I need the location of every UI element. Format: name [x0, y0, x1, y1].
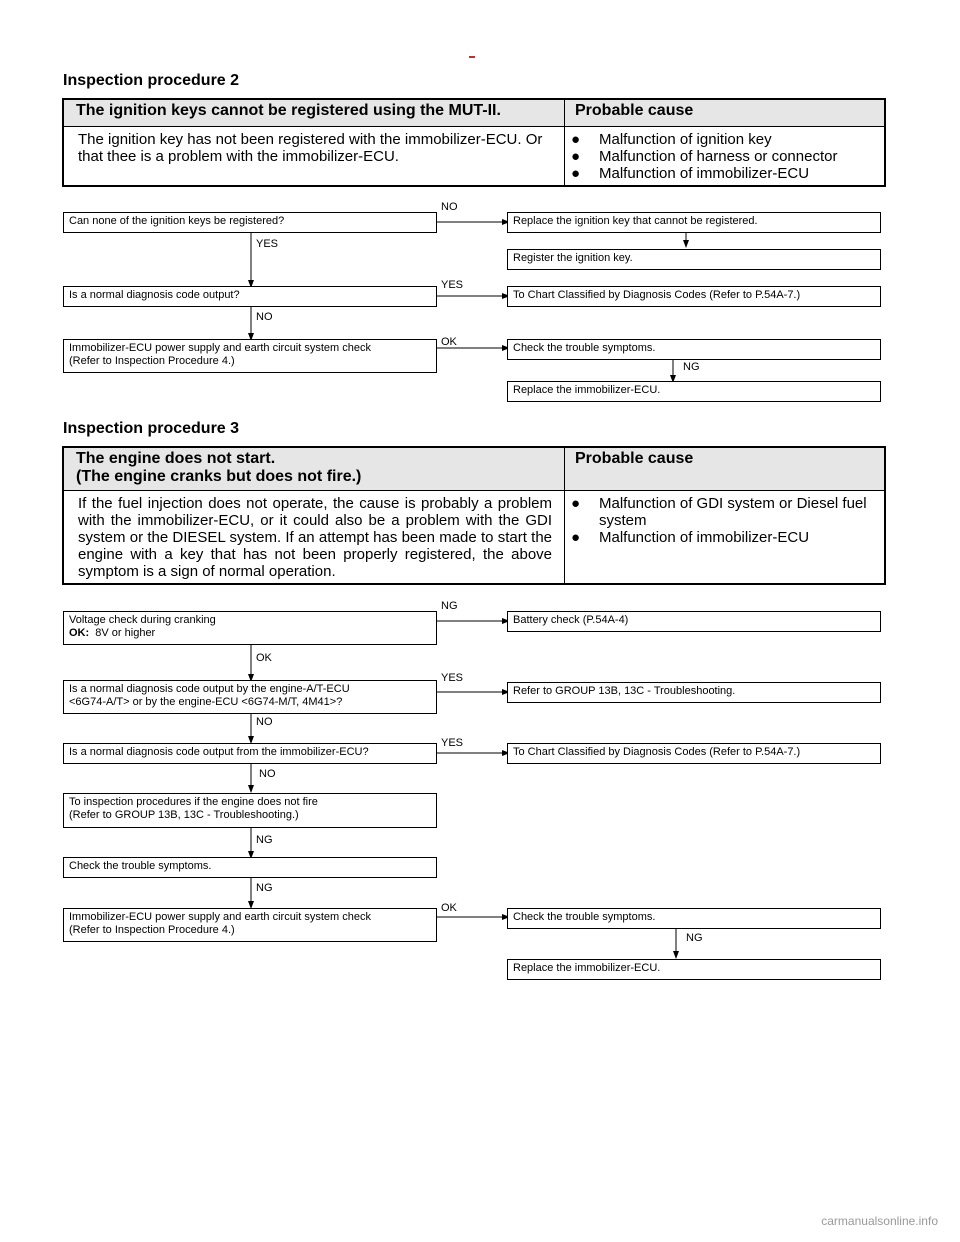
flow3-voltage-check: Voltage check during cranking OK: 8V or higher: [63, 611, 437, 645]
flow3-group-ref: Refer to GROUP 13B, 13C - Troubleshooting.: [507, 682, 881, 703]
watermark: carmanualsonline.info: [821, 1214, 938, 1228]
flow2-check-symptoms: Check the trouble symptoms.: [507, 339, 881, 360]
flow3-immobilizer-question: Is a normal diagnosis code output from the immobilizer-ECU?: [63, 743, 437, 764]
flow2-label-ok: OK: [441, 336, 457, 348]
flow3-label-yes2: YES: [441, 737, 464, 749]
flow3-label-no2: NO: [259, 768, 276, 780]
flow3-label-yes: YES: [441, 672, 464, 684]
flow3-no-fire-procedures: To inspection procedures if the engine does not fire (Refer to GROUP 13B, 13C - Troubleshooting.): [63, 793, 437, 828]
proc3-info-table: [62, 446, 886, 585]
flow3-label-ng4: NG: [686, 932, 703, 944]
proc3-description: If the fuel injection does not operate, the cause is probably a problem with the immobilizer-ECU, or it could also be a problem with the GDI system or the DIESEL system. If an attempt has been made to start the engine with a key that has not been properly registered, the above symptom is a sign of normal operation.: [63, 491, 565, 585]
flow2-label-yes2: YES: [441, 279, 464, 291]
list-item: ● Malfunction of immobilizer-ECU: [571, 165, 810, 182]
list-item: ● Malfunction of ignition key: [571, 131, 772, 148]
list-item: ● Malfunction of GDI system or Diesel fuel system: [571, 495, 867, 529]
flow3-label-no: NO: [256, 716, 273, 728]
flow3-check-symptoms: Check the trouble symptoms.: [63, 857, 437, 878]
flow3-label-ok: OK: [256, 652, 272, 664]
flow3-power-check: Immobilizer-ECU power supply and earth circuit system check (Refer to Inspection Procedure 4.): [63, 908, 437, 942]
flow3-label-ok2: OK: [441, 902, 457, 914]
proc3-title: Inspection procedure 3: [63, 420, 240, 437]
flow2-chart-ref: To Chart Classified by Diagnosis Codes (Refer to P.54A-7.): [507, 286, 881, 307]
proc2-description: The ignition key has not been registered with the immobilizer-ECU. Or that thee is a problem with the immobilizer-ECU.: [63, 127, 565, 187]
flow2-label-no2: NO: [256, 311, 273, 323]
proc3-symptom-header: The engine does not start. (The engine cranks but does not fire.): [63, 447, 565, 491]
flow2-question-keys: Can none of the ignition keys be registered?: [63, 212, 437, 233]
flow3-engine-ecu-question: Is a normal diagnosis code output by the engine-A/T-ECU <6G74-A/T> or by the engine-ECU <6G74-M/T, 4M41>?: [63, 680, 437, 714]
flow2-label-yes: YES: [256, 238, 279, 250]
flow3-chart-ref: To Chart Classified by Diagnosis Codes (Refer to P.54A-7.): [507, 743, 881, 764]
flow2-question-diag: Is a normal diagnosis code output?: [63, 286, 437, 307]
flow2-label-no: NO: [441, 201, 458, 213]
flow3-label-ng3: NG: [256, 882, 273, 894]
flow3-label-ng2: NG: [256, 834, 273, 846]
proc3-cause-header: Probable cause: [565, 447, 886, 491]
flow2-power-check: Immobilizer-ECU power supply and earth circuit system check (Refer to Inspection Procedure 4.): [63, 339, 437, 373]
flow3-replace-ecu: Replace the immobilizer-ECU.: [507, 959, 881, 980]
proc2-symptom-header: The ignition keys cannot be registered using the MUT-II.: [63, 99, 565, 127]
proc3-cause-list: [565, 491, 886, 585]
flow3-battery-check: Battery check (P.54A-4): [507, 611, 881, 632]
flow2-replace-ecu: Replace the immobilizer-ECU.: [507, 381, 881, 402]
flow3-label-ng: NG: [441, 600, 458, 612]
proc2-cause-header: Probable cause: [565, 99, 886, 127]
flow2-register-key: Register the ignition key.: [507, 249, 881, 270]
list-item: ● Malfunction of immobilizer-ECU: [571, 529, 810, 546]
flow3-check-symptoms-2: Check the trouble symptoms.: [507, 908, 881, 929]
flow2-label-ng: NG: [683, 361, 700, 373]
flow2-replace-key: Replace the ignition key that cannot be registered.: [507, 212, 881, 233]
proc2-title: Inspection procedure 2: [63, 72, 240, 89]
list-item: ● Malfunction of harness or connector: [571, 148, 838, 165]
